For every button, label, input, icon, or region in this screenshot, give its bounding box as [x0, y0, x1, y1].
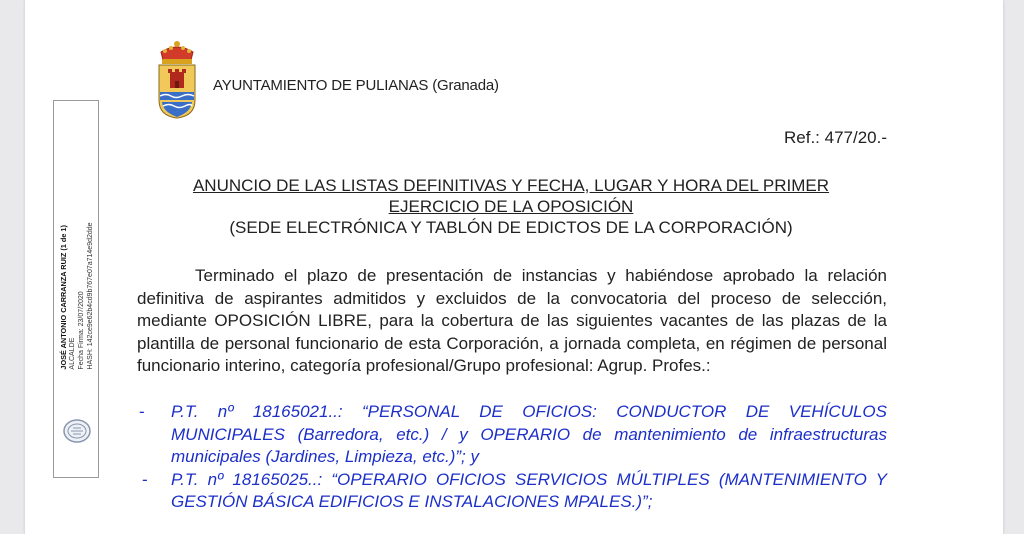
signer-role: ALCALDE [69, 337, 76, 370]
list-item-text: P.T. nº 18165025..: “OPERARIO OFICIOS SERVICIOS MÚLTIPLES (MANTENIMIENTO Y GESTIÓN BÁSICA EDIFICIOS E INSTALACIONES MPALES.)”; [171, 469, 887, 511]
list-bullet: - [142, 469, 148, 489]
body-paragraph-text: Terminado el plazo de presentación de instancias y habiéndose aprobado la relación definitiva de aspirantes admitidos y excluidos de la convocatoria del proceso de selección, mediante OPOSICIÓN LIBRE, para la cobertura de las siguientes vacantes de las plazas de la plantilla de personal funcionario de esta Corporación, a jornada completa, en régimen de personal funcionario interino, categoría profesional/Grupo profesional: Agrup. Profes.: [137, 266, 887, 375]
document-page [25, 0, 1003, 534]
position-list [137, 401, 887, 514]
list-item-text: P.T. nº 18165021..: “PERSONAL DE OFICIOS: CONDUCTOR DE VEHÍCULOS MUNICIPALES (Barredora, etc.) / y OPERARIO de mantenimiento de infraestructuras municipales (Jardines, Limpieza, etc.)”; y [171, 402, 887, 466]
institution-name: AYUNTAMIENTO DE PULIANAS (Granada) [213, 77, 499, 94]
seal-icon [62, 416, 92, 446]
title-line-1: ANUNCIO DE LAS LISTAS DEFINITIVAS Y FECHA, LUGAR Y HORA DEL PRIMER [192, 176, 830, 195]
body-paragraph [137, 265, 887, 378]
signature-date: Fecha Firma: 23/07/2020 [78, 291, 85, 370]
signer-name: JOSÉ ANTONIO CARRANZA RUIZ (1 de 1) [59, 225, 68, 370]
coat-of-arms-logo [153, 38, 201, 120]
signature-hash: HASH: 142ce9e62b4cd9b767e07a714e9d2dde [87, 222, 94, 370]
list-bullet: - [139, 402, 145, 421]
reference-number: Ref.: 477/20.- [783, 128, 887, 147]
title-line-2: EJERCICIO DE LA OPOSICIÓN [388, 197, 634, 216]
title-line-3: (SEDE ELECTRÓNICA Y TABLÓN DE EDICTOS DE LA CORPORACIÓN) [229, 218, 793, 237]
signature-stamp [53, 100, 99, 478]
list-item [137, 401, 887, 469]
list-item [137, 469, 887, 514]
announcement-title [135, 175, 887, 238]
signature-stamp-text [59, 222, 95, 369]
